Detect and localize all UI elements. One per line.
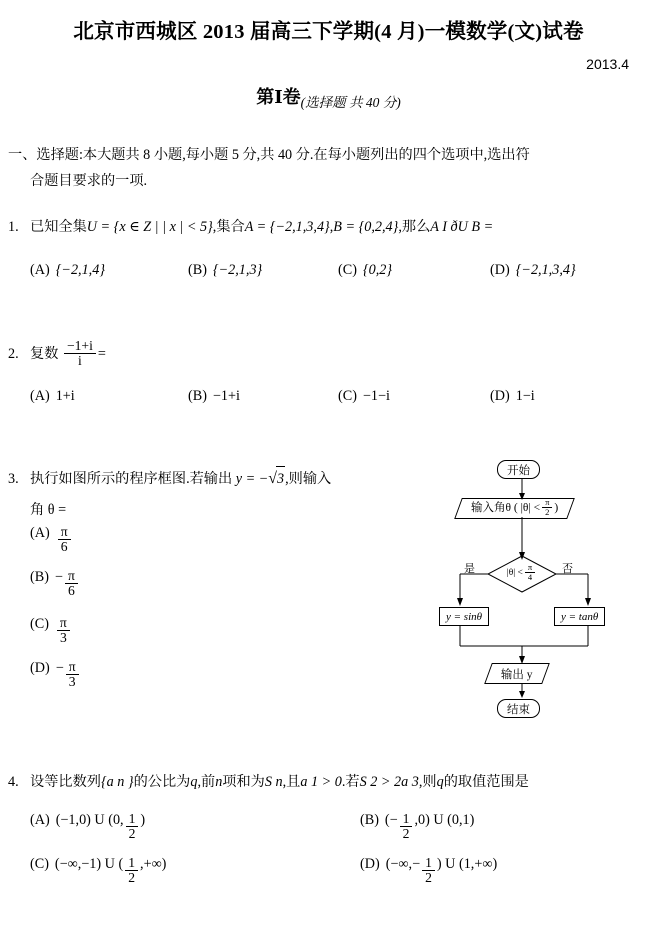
question-2 <box>8 337 650 370</box>
flowchart-process-yes-label: y = sinθ <box>446 610 483 623</box>
q3-option-b[interactable] <box>30 569 250 616</box>
q3-radicand: 3 <box>276 466 285 491</box>
q4-option-c-num: 1 <box>125 856 138 871</box>
flowchart-input-frac-den: 2 <box>545 507 550 518</box>
q1-option-a-text: {−2,1,4} <box>55 262 105 278</box>
q2-fraction-numerator: −1+i <box>64 339 96 354</box>
flowchart-output-label: 输出 y <box>501 668 533 681</box>
q4-option-d-num: 1 <box>422 856 435 871</box>
question-1-stem <box>30 219 493 235</box>
paper-heading-main: 第Ⅰ卷 <box>256 87 301 107</box>
q3-option-c-label: (C) <box>30 616 49 632</box>
q3-output-expr: y = − <box>235 471 269 487</box>
q3-option-d-den: 3 <box>68 674 76 690</box>
q1-option-b[interactable] <box>188 262 338 279</box>
question-4-stem <box>30 774 529 790</box>
q3-option-a-label: (A) <box>30 525 50 541</box>
q3-option-a-den: 6 <box>60 539 68 555</box>
q2-stem-suffix: = <box>97 346 106 363</box>
q3-option-b-num: π <box>65 569 78 584</box>
question-4 <box>8 770 650 794</box>
q4-option-b-post: ,0) U (0,1) <box>414 812 475 828</box>
q2-option-a-label: (A) <box>30 388 50 404</box>
q2-option-c-text: −1−i <box>362 388 390 404</box>
q4-option-d-den: 2 <box>425 870 432 886</box>
q3-option-d-label: (D) <box>30 660 50 676</box>
q1-option-c-label: (C) <box>338 262 357 278</box>
q4-option-a-pre: (−1,0) U (0, <box>55 812 124 828</box>
q4-option-a[interactable] <box>30 812 360 856</box>
question-3 <box>8 466 438 491</box>
q4-option-b-pre: (− <box>384 812 398 828</box>
q1-option-c[interactable] <box>338 262 490 279</box>
q1-stem-part-3: , <box>329 219 334 235</box>
flowchart-input-frac-num: π <box>542 498 552 508</box>
q3-option-b-label: (B) <box>30 569 49 585</box>
q3-option-d-num: π <box>66 660 79 675</box>
q1-stem-part-4: ,那么 <box>398 219 431 235</box>
q4-options-row-2 <box>30 856 650 887</box>
q1-option-a-label: (A) <box>30 262 50 278</box>
flowchart-end-label: 结束 <box>507 703 530 716</box>
q4-option-d[interactable] <box>360 856 497 887</box>
q1-option-b-text: {−2,1,3} <box>212 262 263 278</box>
instructions-line-1: 一、选择题:本大题共 8 小题,每小题 5 分,共 40 分.在每小题列出的四个选项中,选出符 <box>8 147 530 163</box>
question-3-number: 3. <box>8 471 19 487</box>
section-instructions <box>8 142 650 194</box>
q4-option-c-pre: (−∞,−1) U ( <box>54 856 124 872</box>
question-1-options <box>30 262 650 279</box>
q1-options-row <box>30 262 650 279</box>
q3-option-a-num: π <box>58 525 71 540</box>
q2-fraction <box>64 339 96 369</box>
flowchart-process-no <box>554 607 605 626</box>
q2-option-b-label: (B) <box>188 388 207 404</box>
q2-option-d[interactable] <box>490 388 535 405</box>
q4-option-a-fraction <box>126 812 139 842</box>
flowchart-process-yes <box>439 607 489 626</box>
program-flowchart <box>440 450 657 716</box>
q4-stem-part-5: ,且 <box>282 774 301 790</box>
q4-stem-part-7: ,则 <box>418 774 437 790</box>
q4-n: n <box>215 774 223 790</box>
flowchart-decision-node <box>497 564 547 583</box>
question-1 <box>8 215 650 239</box>
q4-option-b[interactable] <box>360 812 474 856</box>
q2-option-b-text: −1+i <box>212 388 240 404</box>
flowchart-input-node <box>454 498 575 519</box>
flowchart-decision-label: |θ| < <box>506 568 523 579</box>
q3-option-c-fraction <box>57 616 70 646</box>
q4-option-d-post: ) U (1,+∞) <box>436 856 498 872</box>
q3-option-d-fraction <box>66 660 79 690</box>
q2-option-d-text: 1−i <box>515 388 535 404</box>
flowchart-yes-label: 是 <box>464 563 475 575</box>
q3-option-c-den: 3 <box>59 630 67 646</box>
question-3-stem <box>30 471 331 487</box>
flowchart-start-label: 开始 <box>507 464 530 477</box>
q1-option-c-text: {0,2} <box>362 262 393 278</box>
flowchart-input-close: ) <box>554 502 559 515</box>
q4-option-d-label: (D) <box>360 856 380 872</box>
q4-option-a-num: 1 <box>126 812 139 827</box>
sqrt-icon: √ <box>268 470 278 487</box>
q2-option-c[interactable] <box>338 388 490 405</box>
q4-option-b-den: 2 <box>402 826 410 842</box>
q4-sequence: {a n } <box>100 774 134 790</box>
q3-option-b-sign: − <box>54 569 63 585</box>
q4-option-c-post: ,+∞) <box>140 856 167 872</box>
q1-set-a: A = {−2,1,3,4} <box>244 219 330 235</box>
q2-option-d-label: (D) <box>490 388 510 404</box>
q3-option-b-den: 6 <box>67 583 75 599</box>
flowchart-decision-frac-den: 4 <box>527 572 533 583</box>
q1-option-a[interactable] <box>30 262 188 279</box>
q1-universal-set: U = {x ∈ Z | | x | < 5} <box>86 219 213 235</box>
q4-stem-part-1: 设等比数列 <box>30 774 101 790</box>
flowchart-input-content <box>471 499 558 518</box>
flowchart-end-node <box>497 699 540 718</box>
q1-option-d[interactable] <box>490 262 576 279</box>
q4-ratio: q <box>190 774 198 790</box>
q2-option-a-text: 1+i <box>55 388 75 404</box>
q1-option-d-label: (D) <box>490 262 510 278</box>
q4-condition: S 2 > 2a 3 <box>359 774 419 790</box>
q3-option-a[interactable] <box>30 525 250 569</box>
q3-stem-part-2: ,则输入 <box>285 471 332 487</box>
q1-expression: A I ðU B = <box>430 219 494 235</box>
paper-heading <box>0 83 657 111</box>
flowchart-input-label: 输入角θ ( |θ| < <box>471 502 541 515</box>
q3-option-b-fraction <box>65 569 78 599</box>
q4-option-c-fraction <box>125 856 138 886</box>
flowchart-output-node <box>484 663 549 684</box>
q4-a1-condition: a 1 > 0 <box>300 774 342 790</box>
q4-option-b-num: 1 <box>400 812 413 827</box>
flowchart-input-fraction <box>542 498 552 517</box>
q2-options-row <box>30 388 650 405</box>
q1-option-b-label: (B) <box>188 262 207 278</box>
q4-sum: S n <box>264 774 283 790</box>
q1-option-d-text: {−2,1,3,4} <box>515 262 576 278</box>
q4-option-c-label: (C) <box>30 856 49 872</box>
q2-option-a[interactable] <box>30 388 188 405</box>
question-1-number: 1. <box>8 219 19 235</box>
q4-stem-part-2: 的公比为 <box>133 774 191 790</box>
q4-stem-part-4: 项和为 <box>222 774 265 790</box>
question-2-stem <box>30 337 106 369</box>
q3-option-c-num: π <box>57 616 70 631</box>
paper-heading-sub: (选择题 共 40 分) <box>300 94 401 110</box>
q4-option-d-pre: (−∞,− <box>385 856 421 872</box>
q4-options-row-1 <box>30 812 650 856</box>
q4-option-b-fraction <box>400 812 413 842</box>
flowchart-process-no-label: y = tanθ <box>561 610 599 623</box>
q4-stem-part-8: 的取值范围是 <box>443 774 529 790</box>
q2-stem-prefix: 复数 <box>30 346 59 363</box>
flowchart-start-node <box>497 460 540 479</box>
q4-option-a-den: 2 <box>128 826 136 842</box>
q4-option-d-fraction <box>422 856 435 886</box>
page-title: 北京市西城区 2013 届高三下学期(4 月)一模数学(文)试卷 <box>73 21 584 43</box>
q3-option-d-sign: − <box>55 660 64 676</box>
question-3-stem-line2 <box>30 498 330 522</box>
q3-angle-label: 角 θ = <box>30 502 67 518</box>
q3-option-c[interactable] <box>30 616 250 660</box>
q4-stem-part-3: ,前 <box>197 774 216 790</box>
question-2-options <box>30 388 650 405</box>
q4-stem-part-6: .若 <box>341 774 360 790</box>
q4-option-a-label: (A) <box>30 812 50 828</box>
flowchart-decision-fraction <box>525 563 535 582</box>
flowchart-decision-frac-num: π <box>525 563 535 573</box>
q2-option-b[interactable] <box>188 388 338 405</box>
question-4-options <box>30 812 650 887</box>
flowchart-no-label: 否 <box>562 563 573 575</box>
question-4-number: 4. <box>8 774 19 790</box>
q3-option-d[interactable] <box>30 660 250 691</box>
q4-option-a-post: ) <box>140 812 146 828</box>
q2-fraction-denominator: i <box>78 353 82 369</box>
q1-stem-part-2: ,集合 <box>212 219 245 235</box>
instructions-line-2: 合题目要求的一项. <box>30 173 148 189</box>
q3-stem-part-1: 执行如图所示的程序框图.若输出 <box>30 471 233 487</box>
question-2-number: 2. <box>8 346 19 363</box>
q3-option-a-fraction <box>58 525 71 555</box>
document-date: 2013.4 <box>586 56 629 72</box>
q4-ratio-2: q <box>436 774 444 790</box>
q1-stem-part-1: 已知全集 <box>30 219 87 235</box>
q4-option-c[interactable] <box>30 856 360 887</box>
q4-option-c-den: 2 <box>128 870 136 886</box>
question-3-options <box>30 525 250 691</box>
q2-option-c-label: (C) <box>338 388 357 404</box>
q1-set-b: B = {0,2,4} <box>333 219 399 235</box>
q4-option-b-label: (B) <box>360 812 379 828</box>
